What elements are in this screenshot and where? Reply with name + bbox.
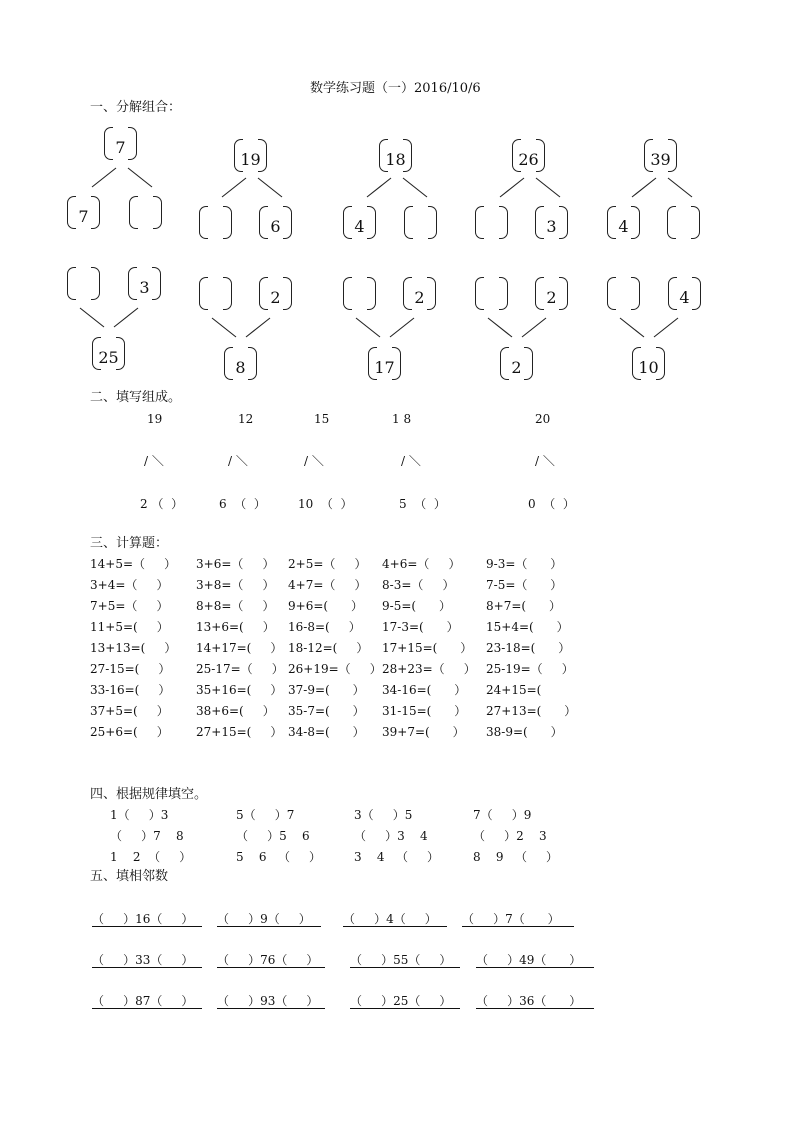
calc-item[interactable]: 35-7=( ） bbox=[288, 704, 365, 718]
neighbor-item[interactable]: （ ）36（ ） bbox=[476, 994, 582, 1008]
answer-underline bbox=[343, 926, 447, 927]
decompose-5-left[interactable]: 4 bbox=[607, 206, 640, 239]
answer-underline bbox=[476, 1008, 594, 1009]
decompose-2-top: 19 bbox=[234, 139, 267, 172]
section-5-heading: 五、填相邻数 bbox=[90, 869, 169, 884]
decompose-1-left[interactable]: 7 bbox=[67, 196, 100, 229]
decompose-3-top: 18 bbox=[379, 139, 412, 172]
compose-2-right: 2 bbox=[259, 277, 292, 310]
decompose-3-right[interactable] bbox=[404, 206, 437, 239]
calc-item[interactable]: 9-3=（ ） bbox=[486, 557, 563, 571]
composition-parts[interactable]: 10 （ ） bbox=[298, 497, 353, 511]
answer-underline bbox=[350, 1008, 460, 1009]
decompose-3-left[interactable]: 4 bbox=[343, 206, 376, 239]
pattern-item[interactable]: （ ）3 4 bbox=[354, 829, 428, 843]
calc-item[interactable]: 28+23=（ ） bbox=[382, 662, 476, 676]
calc-item[interactable]: 16-8=( ） bbox=[288, 620, 361, 634]
decompose-4-left[interactable] bbox=[475, 206, 508, 239]
compose-5-left[interactable] bbox=[607, 277, 640, 310]
pattern-item[interactable]: 1 2 （ ） bbox=[110, 850, 192, 864]
neighbor-item[interactable]: （ ）93（ ） bbox=[217, 994, 319, 1008]
composition-branch: / ＼ bbox=[535, 454, 555, 468]
composition-top: 20 bbox=[535, 412, 551, 426]
pattern-item[interactable]: （ ）2 3 bbox=[473, 829, 547, 843]
calc-item[interactable]: 17+15=( ） bbox=[382, 641, 473, 655]
calc-item[interactable]: 35+16=( ） bbox=[196, 683, 283, 697]
calc-item[interactable]: 3+6=（ ） bbox=[196, 557, 275, 571]
calc-item[interactable]: 38+6=( ） bbox=[196, 704, 275, 718]
calc-item[interactable]: 2+5=（ ） bbox=[288, 557, 367, 571]
calc-item[interactable]: 9-5=( ） bbox=[382, 599, 451, 613]
calc-item[interactable]: 25-17=（ ） bbox=[196, 662, 284, 676]
decompose-1-top: 7 bbox=[104, 127, 137, 160]
pattern-item[interactable]: 3（ ）5 bbox=[354, 808, 413, 822]
calc-item[interactable]: 24+15=( bbox=[486, 683, 542, 697]
decompose-5-right[interactable] bbox=[667, 206, 700, 239]
calc-item[interactable]: 7-5=（ ） bbox=[486, 578, 563, 592]
composition-branch: / ＼ bbox=[304, 454, 324, 468]
decompose-2-right[interactable]: 6 bbox=[259, 206, 292, 239]
compose-3-left[interactable] bbox=[343, 277, 376, 310]
calc-item[interactable]: 26+19=（ ） bbox=[288, 662, 382, 676]
calc-item[interactable]: 31-15=( ） bbox=[382, 704, 467, 718]
calc-item[interactable]: 39+7=( ） bbox=[382, 725, 465, 739]
calc-item[interactable]: 14+5=（ ） bbox=[90, 557, 177, 571]
calc-item[interactable]: 4+7=（ ） bbox=[288, 578, 367, 592]
calc-item[interactable]: 27-15=( ） bbox=[90, 662, 171, 676]
calc-item[interactable]: 11+5=( ） bbox=[90, 620, 169, 634]
calc-item[interactable]: 18-12=( ） bbox=[288, 641, 369, 655]
decompose-5-top: 39 bbox=[644, 139, 677, 172]
calc-item[interactable]: 3+4=（ ） bbox=[90, 578, 169, 592]
calc-item[interactable]: 17-3=( ） bbox=[382, 620, 459, 634]
composition-branch: / ＼ bbox=[144, 454, 164, 468]
pattern-item[interactable]: 7（ ）9 bbox=[473, 808, 532, 822]
calc-item[interactable]: 8+7=( ） bbox=[486, 599, 561, 613]
calc-item[interactable]: 25-19=（ ） bbox=[486, 662, 574, 676]
compose-2-bottom: 8 bbox=[224, 347, 257, 380]
neighbor-item[interactable]: （ ）49（ ） bbox=[476, 953, 582, 967]
section-2-heading: 二、填写组成。 bbox=[90, 390, 182, 405]
answer-underline bbox=[217, 1008, 325, 1009]
calc-item[interactable]: 34-16=( ） bbox=[382, 683, 467, 697]
decompose-4-right[interactable]: 3 bbox=[535, 206, 568, 239]
section-3-heading: 三、计算题： bbox=[90, 536, 169, 551]
calc-item[interactable]: 38-9=( ） bbox=[486, 725, 563, 739]
composition-top: 19 bbox=[147, 412, 163, 426]
calc-item[interactable]: 14+17=( ） bbox=[196, 641, 283, 655]
compose-1-right: 3 bbox=[128, 267, 161, 300]
composition-parts[interactable]: 2 （ ） bbox=[140, 497, 184, 511]
compose-1-bottom: 25 bbox=[92, 337, 125, 370]
composition-top: 12 bbox=[238, 412, 254, 426]
calc-item[interactable]: 3+8=（ ） bbox=[196, 578, 275, 592]
pattern-item[interactable]: 8 9 （ ） bbox=[473, 850, 559, 864]
decompose-2-left[interactable] bbox=[199, 206, 232, 239]
calc-item[interactable]: 13+6=( ） bbox=[196, 620, 275, 634]
decompose-4-top: 26 bbox=[512, 139, 545, 172]
calc-item[interactable]: 25+6=( ） bbox=[90, 725, 169, 739]
compose-5-bottom: 10 bbox=[632, 347, 665, 380]
composition-parts[interactable]: 0 （ ） bbox=[528, 497, 575, 511]
compose-1-left[interactable] bbox=[67, 267, 100, 300]
compose-4-right: 2 bbox=[535, 277, 568, 310]
pattern-item[interactable]: （ ）7 8 bbox=[110, 829, 184, 843]
neighbor-item[interactable]: （ ）55（ ） bbox=[350, 953, 452, 967]
pattern-item[interactable]: 3 4 （ ） bbox=[354, 850, 440, 864]
compose-2-left[interactable] bbox=[199, 277, 232, 310]
pattern-item[interactable]: 5（ ）7 bbox=[236, 808, 295, 822]
neighbor-item[interactable]: （ ）76（ ） bbox=[217, 953, 319, 967]
composition-top: 1 8 bbox=[392, 412, 412, 426]
answer-underline bbox=[350, 967, 460, 968]
calc-item[interactable]: 13+13=( ） bbox=[90, 641, 177, 655]
calc-item[interactable]: 34-8=( ） bbox=[288, 725, 365, 739]
pattern-item[interactable]: 5 6 （ ） bbox=[236, 850, 322, 864]
section-1-heading: 一、分解组合： bbox=[90, 100, 182, 115]
composition-parts[interactable]: 6 （ ） bbox=[219, 497, 266, 511]
calc-item[interactable]: 8-3=（ ） bbox=[382, 578, 455, 592]
composition-branch: / ＼ bbox=[401, 454, 421, 468]
answer-underline bbox=[217, 967, 325, 968]
calc-item[interactable]: 8+8=（ ） bbox=[196, 599, 275, 613]
compose-4-bottom: 2 bbox=[500, 347, 533, 380]
calc-item[interactable]: 15+4=( ） bbox=[486, 620, 569, 634]
answer-underline bbox=[92, 967, 202, 968]
answer-underline bbox=[462, 926, 574, 927]
neighbor-item[interactable]: （ ）25（ ） bbox=[350, 994, 452, 1008]
calc-item[interactable]: 37+5=( ） bbox=[90, 704, 169, 718]
neighbor-item[interactable]: （ ）87（ ） bbox=[92, 994, 194, 1008]
section-4-heading: 四、根据规律填空。 bbox=[90, 787, 208, 802]
calc-item[interactable]: 27+15=( ） bbox=[196, 725, 283, 739]
neighbor-item[interactable]: （ ）16（ ） bbox=[92, 912, 194, 926]
composition-branch: / ＼ bbox=[228, 454, 248, 468]
compose-3-bottom: 17 bbox=[368, 347, 401, 380]
answer-underline bbox=[92, 926, 202, 927]
neighbor-item[interactable]: （ ）7（ ） bbox=[462, 912, 560, 926]
compose-4-left[interactable] bbox=[475, 277, 508, 310]
calc-item[interactable]: 27+13=( ） bbox=[486, 704, 577, 718]
answer-underline bbox=[476, 967, 594, 968]
compose-5-right: 4 bbox=[668, 277, 701, 310]
decompose-1-right[interactable] bbox=[129, 196, 162, 229]
calc-item[interactable]: 7+5=（ ） bbox=[90, 599, 169, 613]
calc-item[interactable]: 23-18=( ） bbox=[486, 641, 571, 655]
answer-underline bbox=[217, 926, 321, 927]
neighbor-item[interactable]: （ ）4（ ） bbox=[343, 912, 437, 926]
neighbor-item[interactable]: （ ）33（ ） bbox=[92, 953, 194, 967]
calc-item[interactable]: 9+6=( ） bbox=[288, 599, 363, 613]
page-title: 数学练习题（一）2016/10/6 bbox=[310, 81, 481, 96]
calc-item[interactable]: 33-16=( ） bbox=[90, 683, 171, 697]
composition-parts[interactable]: 5 （ ） bbox=[399, 497, 446, 511]
composition-top: 15 bbox=[314, 412, 330, 426]
calc-item[interactable]: 4+6=（ ） bbox=[382, 557, 461, 571]
pattern-item[interactable]: 1（ ）3 bbox=[110, 808, 169, 822]
calc-item[interactable]: 37-9=( ） bbox=[288, 683, 365, 697]
compose-3-right: 2 bbox=[403, 277, 436, 310]
neighbor-item[interactable]: （ ）9（ ） bbox=[217, 912, 311, 926]
answer-underline bbox=[92, 1008, 202, 1009]
pattern-item[interactable]: （ ）5 6 bbox=[236, 829, 310, 843]
